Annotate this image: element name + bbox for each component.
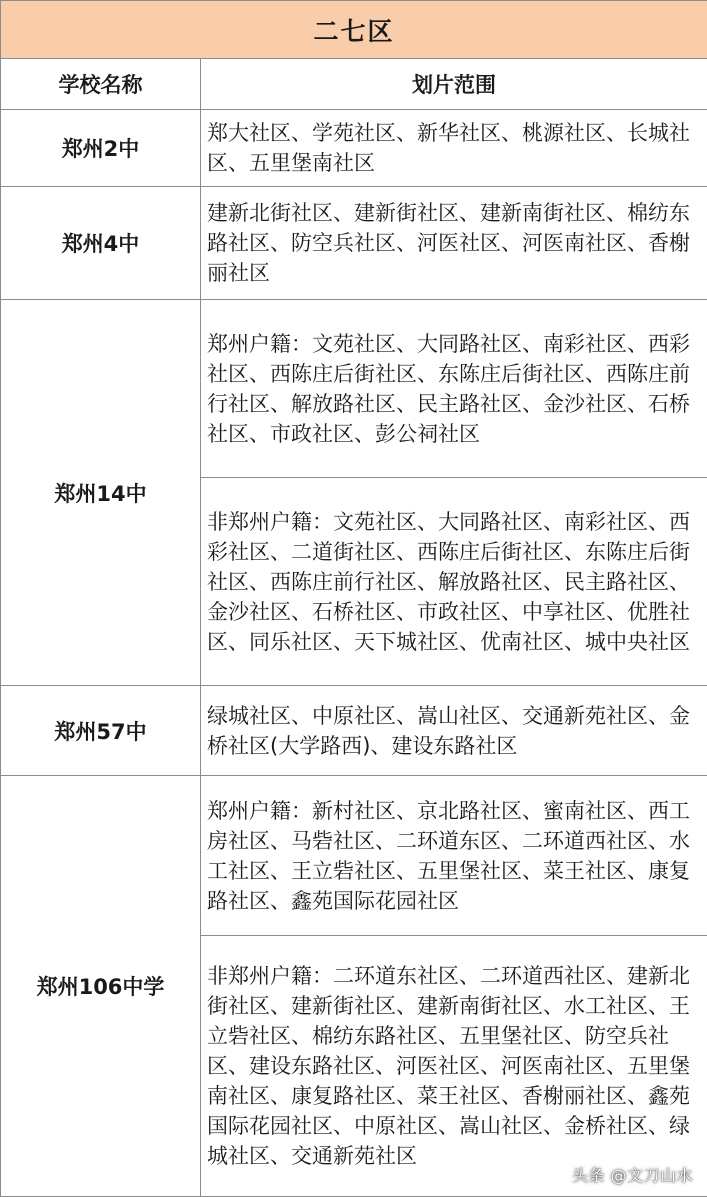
range-text-nonlocal: 非郑州户籍：文苑社区、大同路社区、南彩社区、西彩社区、二道街社区、西陈庄后街社区、东陈庄后街社区、西陈庄前行社区、解放路社区、民主路社区、金沙社区、石桥社区、市政社区、中享社区、优胜社区、同乐社区、天下城社区、优南社区、城中央社区	[201, 478, 707, 686]
header-row	[1, 59, 707, 110]
range-text: 绿城社区、中原社区、嵩山社区、交通新苑社区、金桥社区(大学路西)、建设东路社区	[201, 686, 707, 776]
watermark: 头条 @文刀山水	[572, 1163, 693, 1186]
column-header-range: 划片范围	[201, 59, 707, 110]
table-row	[1, 300, 707, 478]
school-name: 郑州57中	[1, 686, 201, 776]
range-text-local: 郑州户籍：文苑社区、大同路社区、南彩社区、西彩社区、西陈庄后街社区、东陈庄后街社区、西陈庄前行社区、解放路社区、民主路社区、金沙社区、石桥社区、市政社区、彭公祠社区	[201, 300, 707, 478]
range-text-local: 郑州户籍：新村社区、京北路社区、蜜南社区、西工房社区、马砦社区、二环道东区、二环道西社区、水工社区、王立砦社区、五里堡社区、菜王社区、康复路社区、鑫苑国际花园社区	[201, 776, 707, 936]
table-title: 二七区	[1, 1, 707, 59]
range-text-nonlocal: 非郑州户籍：二环道东社区、二环道西社区、建新北街社区、建新街社区、建新南街社区、水工社区、王立砦社区、棉纺东路社区、五里堡社区、防空兵社区、建设东路社区、河医社区、河医南社区、五里堡南社区、康复路社区、菜王社区、香榭丽社区、鑫苑国际花园社区、中原社区、嵩山社区、金桥社区、绿城社区、交通新苑社区	[201, 936, 707, 1197]
range-text: 郑大社区、学苑社区、新华社区、桃源社区、长城社区、五里堡南社区	[201, 110, 707, 187]
column-header-school: 学校名称	[1, 59, 201, 110]
table-row	[1, 776, 707, 936]
range-text: 建新北街社区、建新街社区、建新南街社区、棉纺东路社区、防空兵社区、河医社区、河医南社区、香榭丽社区	[201, 187, 707, 300]
table-row	[1, 686, 707, 776]
school-name: 郑州4中	[1, 187, 201, 300]
title-row	[1, 1, 707, 59]
school-name: 郑州106中学	[1, 776, 201, 1197]
school-name: 郑州14中	[1, 300, 201, 686]
table-row	[1, 187, 707, 300]
table-row	[1, 110, 707, 187]
school-name: 郑州2中	[1, 110, 201, 187]
